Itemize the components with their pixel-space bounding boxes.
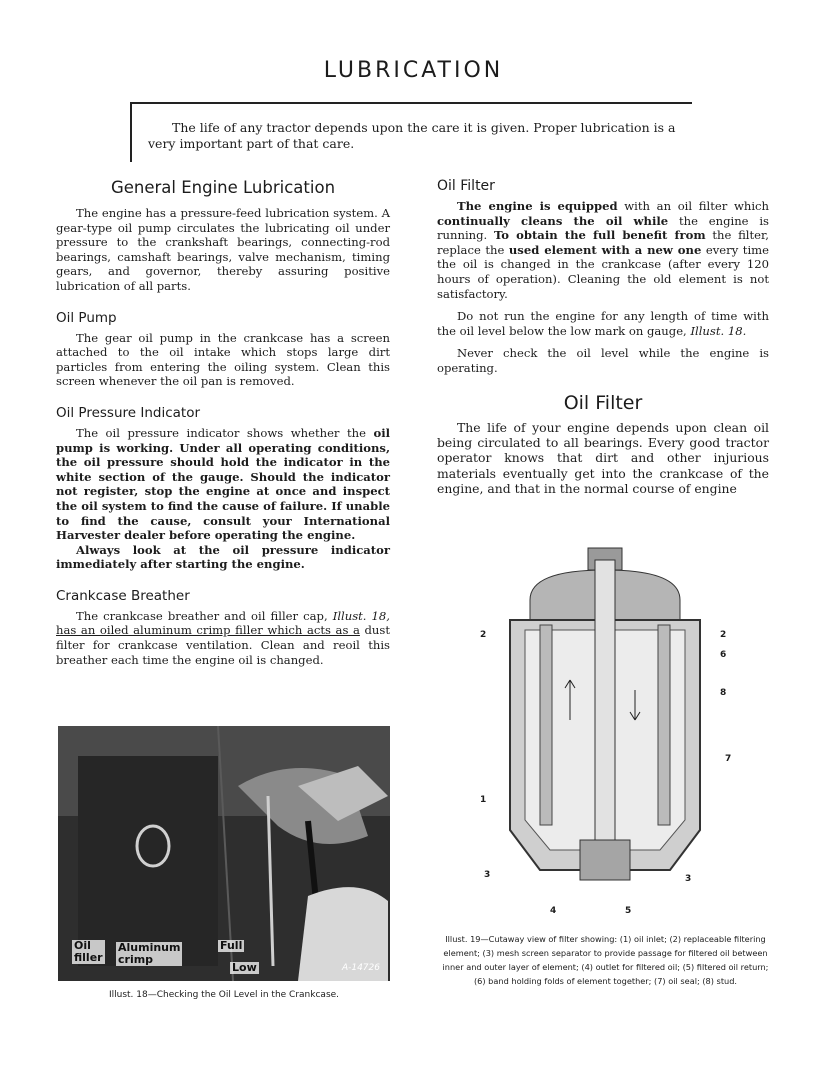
filter-cutaway-svg <box>470 540 750 920</box>
filter-bold-3: To obtain the full benefit from <box>493 228 706 243</box>
left-column <box>56 178 390 667</box>
general-lubrication-text: The engine has a pressure-feed lubrication system. A gear-type oil pump circulates the lubricating oil under pressure to the crankshaft bearings, connecting-rod bearings, camshaft bearings, valve mechanism, timing gears, and governor, thereby assuring positive lubrication of all parts. <box>56 206 390 293</box>
filter-text-2: the engine is running. <box>437 213 769 243</box>
callout-7: 7 <box>725 754 732 764</box>
oil-pressure-bold-2-text: Always look at the oil pressure indicator immediately after starting the engine. <box>56 542 390 572</box>
oil-filter-big-heading: Oil Filter <box>563 391 643 414</box>
filter-bold-2: continually cleans the oil while <box>437 213 669 228</box>
callout-6: 6 <box>720 650 727 660</box>
callout-1: 1 <box>480 795 487 805</box>
callout-3-left: 3 <box>484 870 491 880</box>
oil-pump-heading: Oil Pump <box>56 309 117 326</box>
callout-5: 5 <box>625 906 632 916</box>
intro-text: The life of any tractor depends upon the care it is given. Proper lubrication is a very important part of that care. <box>148 120 676 151</box>
callout-3-right: 3 <box>685 874 692 884</box>
illust-18-caption: Illust. 18—Checking the Oil Level in the Crankcase. <box>108 990 340 1000</box>
page-title: LUBRICATION <box>323 58 504 83</box>
oil-pressure-heading: Oil Pressure Indicator <box>56 404 201 421</box>
filter-bold-1: The engine is equipped <box>457 199 618 213</box>
callout-2-right: 2 <box>720 630 727 640</box>
label-full: Full <box>220 939 243 952</box>
run-ref: Illust. 18. <box>690 323 747 338</box>
label-aluminum-crimp: Aluminum crimp <box>118 941 181 966</box>
oil-pressure-text <box>56 426 390 543</box>
crankcase-photo <box>58 726 390 981</box>
oil-pressure-bold-2 <box>56 543 390 572</box>
right-column <box>437 178 769 497</box>
oil-pump-text: The gear oil pump in the crankcase has a screen attached to the oil intake which stops large dirt particles from entering the oiling system. Clean this screen whenever the oil pan is removed. <box>56 330 390 389</box>
photo-code: A-14726 <box>341 963 380 973</box>
filter-text-1: with an oil filter which <box>624 199 769 213</box>
illust-19-caption: Illust. 19—Cutaway view of filter showing: (1) oil inlet; (2) replaceable filtering element; (3) mesh screen separator to provide passage for filtered oil between inner and outer layer of element; (4) outlet for filtered oil; (5) filtered oil return; (6) band holding folds of element together; (7) oil seal; (8) stud. <box>442 934 769 986</box>
oil-filter-big-text: The life of your engine depends upon clean oil being circulated to all bearings. Every good tractor operator knows that dirt and other injurious materials eventually get into the crankcase of the engine, and that in the normal course of engine <box>437 419 769 497</box>
filter-bold-4: used element with a new one <box>508 242 702 257</box>
oil-pressure-lead: The oil pressure indicator shows whether the <box>76 425 366 440</box>
run-text: Do not run the engine for any length of time with the oil level below the low mark on gauge, <box>437 309 769 338</box>
filter-text-3: the filter, replace the <box>437 228 769 257</box>
run-engine-text <box>437 309 769 338</box>
callout-2-left: 2 <box>480 630 487 640</box>
oil-filter-text <box>437 199 769 301</box>
callout-4: 4 <box>550 906 557 916</box>
breather-ref: Illust. 18, <box>332 608 390 623</box>
breather-lead: The crankcase breather and oil filler cap, <box>76 608 328 623</box>
never-check-text: Never check the oil level while the engine is operating. <box>437 346 769 375</box>
crankcase-breather-heading: Crankcase Breather <box>56 587 190 604</box>
general-lubrication-heading: General Engine Lubrication <box>110 178 336 197</box>
intro-box <box>130 102 692 162</box>
breather-rest: dust filter for crankcase ventilation. Clean and reoil this breather each time the engine oil is changed. <box>56 623 391 667</box>
oil-filter-cutaway-diagram <box>470 540 750 920</box>
oil-pressure-bold: oil pump is working. Under all operating conditions, the oil pressure should hold the indicator in the white section of the gauge. Should the indicator not register, stop the engine at once and inspect the oil system to find the cause of failure. If unable to find the cause, consult your International Harvester dealer before operating the engine. <box>56 425 391 543</box>
label-low: Low <box>232 961 257 974</box>
callout-8: 8 <box>720 688 727 698</box>
filter-text-4: every time the oil is changed in the crankcase (after every 120 hours of operation). Cleaning the old element is not satisfactory. <box>437 242 770 301</box>
crankcase-breather-text <box>56 609 390 667</box>
label-oil-filler: Oil filler <box>74 939 103 964</box>
oil-filter-heading: Oil Filter <box>437 178 495 194</box>
breather-underlined: has an oiled aluminum crimp filler which acts as a <box>56 623 360 638</box>
